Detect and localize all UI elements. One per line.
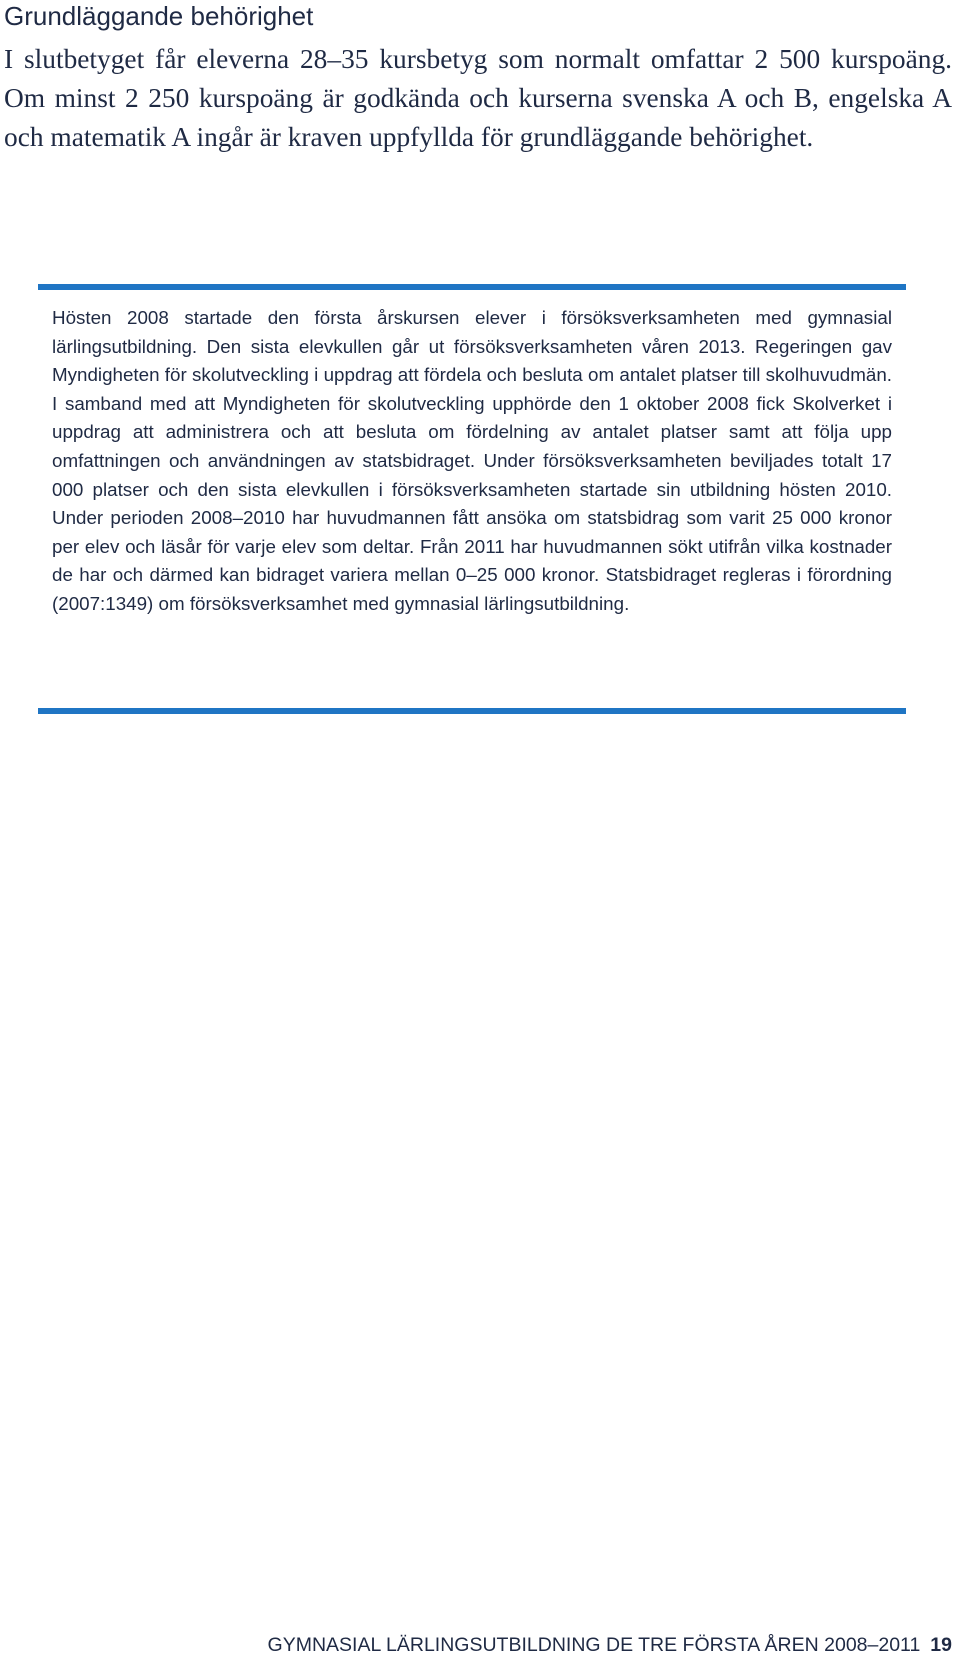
page-footer (268, 1632, 952, 1658)
page-number: 19 (930, 1634, 952, 1656)
fact-box-bottom-rule (38, 708, 906, 714)
fact-box-top-rule (38, 284, 906, 290)
running-title: GYMNASIAL LÄRLINGSUTBILDNING DE TRE FÖRSTA ÅREN 2008–2011 (267, 1634, 921, 1656)
section-heading: Grundläggande behörighet (4, 1, 314, 31)
body-paragraph: I slutbetyget får eleverna 28–35 kursbetyg som normalt omfattar 2 500 kurspoäng. Om minst 2 250 kurspoäng är godkända och kurserna svenska A och B, engelska A och matematik A ingår är kraven uppfyllda för grundläggande behörighet. (4, 44, 952, 152)
fact-box-text: Hösten 2008 startade den första årskursen elever i försöksverksamheten med gymnasial lärlingsutbildning. Den sista elevkullen går ut försöksverksamheten våren 2013. Regeringen gav Myndigheten för skolutveckling i uppdrag att fördela och besluta om antalet platser till skolhuvudmän. I samband med att Myndigheten för skolutveckling upphörde den 1 oktober 2008 fick Skolverket i uppdrag att administrera och att besluta om fördelning av antalet platser samt att följa upp omfattningen och användningen av statsbidraget. Under försöksverksamheten beviljades totalt 17 000 platser och den sista elevkullen i försöksverksamheten startade sin utbildning hösten 2010. Under perioden 2008–2010 har huvudmannen fått ansöka om statsbidrag som varit 25 000 kronor per elev och läsår för varje elev som deltar. Från 2011 har huvudmannen sökt utifrån vilka kostnader de har och därmed kan bidraget variera mellan 0–25 000 kronor. Statsbidraget regleras i förordning (2007:1349) om försöksverksamhet med gymnasial lärlingsutbildning. (52, 307, 892, 614)
fact-box (38, 284, 906, 714)
